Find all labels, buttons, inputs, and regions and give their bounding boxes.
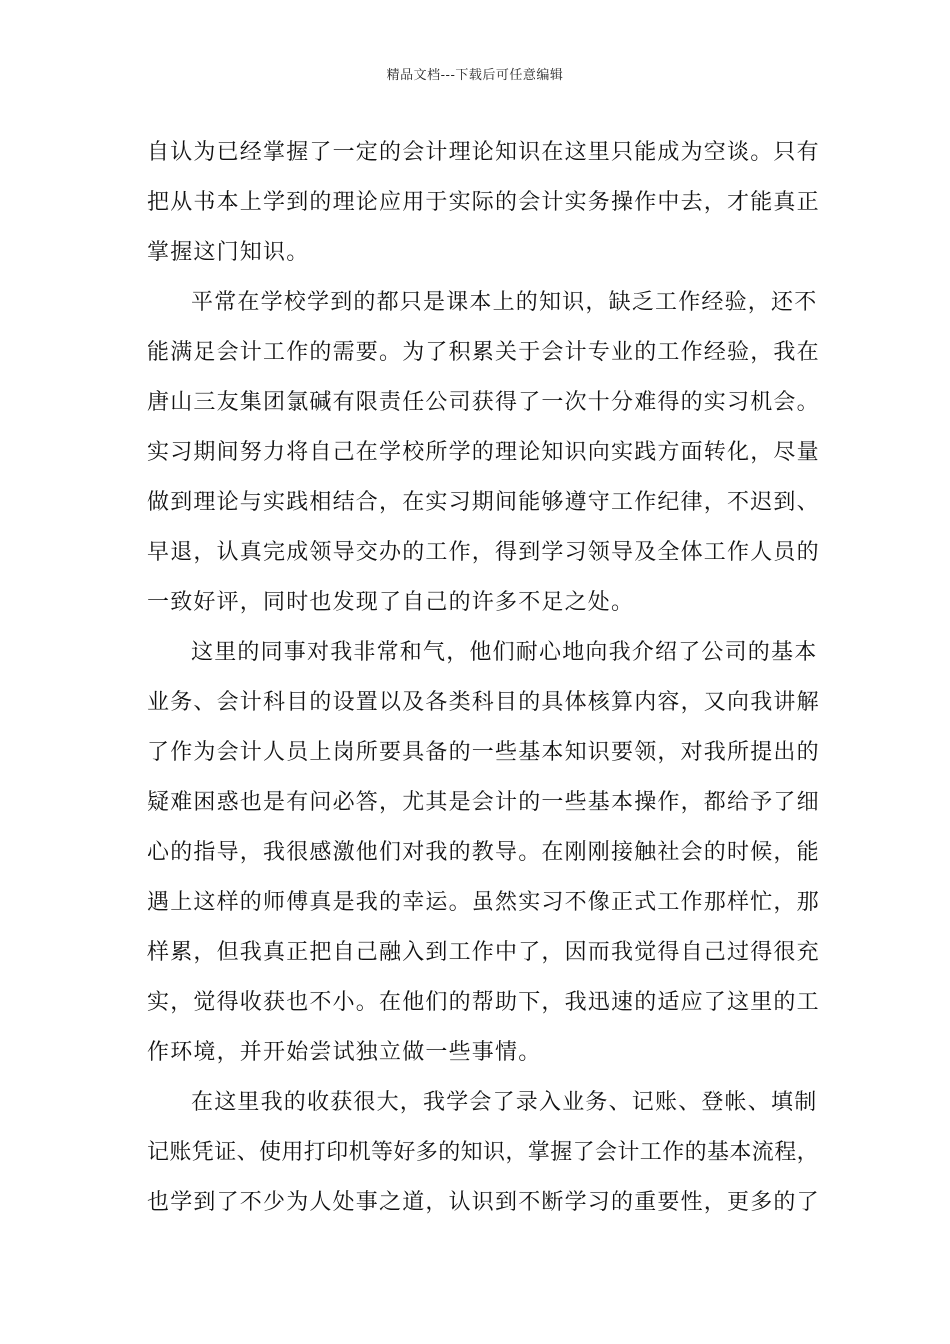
- text-line: 把从书本上学到的理论应用于实际的会计实务操作中去，才能真正: [147, 190, 820, 215]
- text-line: 自认为已经掌握了一定的会计理论知识在这里只能成为空谈。只有: [147, 140, 820, 165]
- text-line: 作环境，并开始尝试独立做一些事情。: [147, 1040, 542, 1065]
- text-line: 能满足会计工作的需要。为了积累关于会计专业的工作经验，我在: [147, 340, 820, 365]
- paragraph-2: [147, 278, 827, 628]
- paragraph-1: [147, 128, 827, 278]
- text-line: 唐山三友集团氯碱有限责任公司获得了一次十分难得的实习机会。: [147, 390, 820, 415]
- paragraph-4: [147, 1078, 827, 1228]
- paragraph-3: [147, 628, 827, 1078]
- text-line: 记账凭证、使用打印机等好多的知识，掌握了会计工作的基本流程，: [147, 1140, 820, 1165]
- text-line: 平常在学校学到的都只是课本上的知识，缺乏工作经验，还不: [191, 290, 818, 315]
- text-line: 遇上这样的师傅真是我的幸运。虽然实习不像正式工作那样忙，那: [147, 890, 820, 915]
- document-body: [147, 128, 827, 1228]
- text-line: 在这里我的收获很大，我学会了录入业务、记账、登帐、填制: [191, 1090, 818, 1115]
- page-header: 精品文档---下载后可任意编辑: [386, 68, 564, 83]
- text-line: 早退，认真完成领导交办的工作，得到学习领导及全体工作人员的: [147, 540, 820, 565]
- text-line: 一致好评，同时也发现了自己的许多不足之处。: [147, 590, 635, 615]
- text-line: 掌握这门知识。: [147, 240, 310, 265]
- text-line: 做到理论与实践相结合，在实习期间能够遵守工作纪律，不迟到、: [147, 490, 820, 515]
- text-line: 心的指导，我很感激他们对我的教导。在刚刚接触社会的时候，能: [147, 840, 820, 865]
- text-line: 了作为会计人员上岗所要具备的一些基本知识要领，对我所提出的: [147, 740, 820, 765]
- text-line: 也学到了不少为人处事之道，认识到不断学习的重要性，更多的了: [147, 1190, 820, 1215]
- text-line: 疑难困惑也是有问必答，尤其是会计的一些基本操作，都给予了细: [147, 790, 820, 815]
- text-line: 业务、会计科目的设置以及各类科目的具体核算内容，又向我讲解: [147, 690, 820, 715]
- text-line: 实，觉得收获也不小。在他们的帮助下，我迅速的适应了这里的工: [147, 990, 820, 1015]
- text-line: 这里的同事对我非常和气，他们耐心地向我介绍了公司的基本: [191, 640, 818, 665]
- text-line: 实习期间努力将自己在学校所学的理论知识向实践方面转化，尽量: [147, 440, 820, 465]
- text-line: 样累，但我真正把自己融入到工作中了，因而我觉得自己过得很充: [147, 940, 820, 965]
